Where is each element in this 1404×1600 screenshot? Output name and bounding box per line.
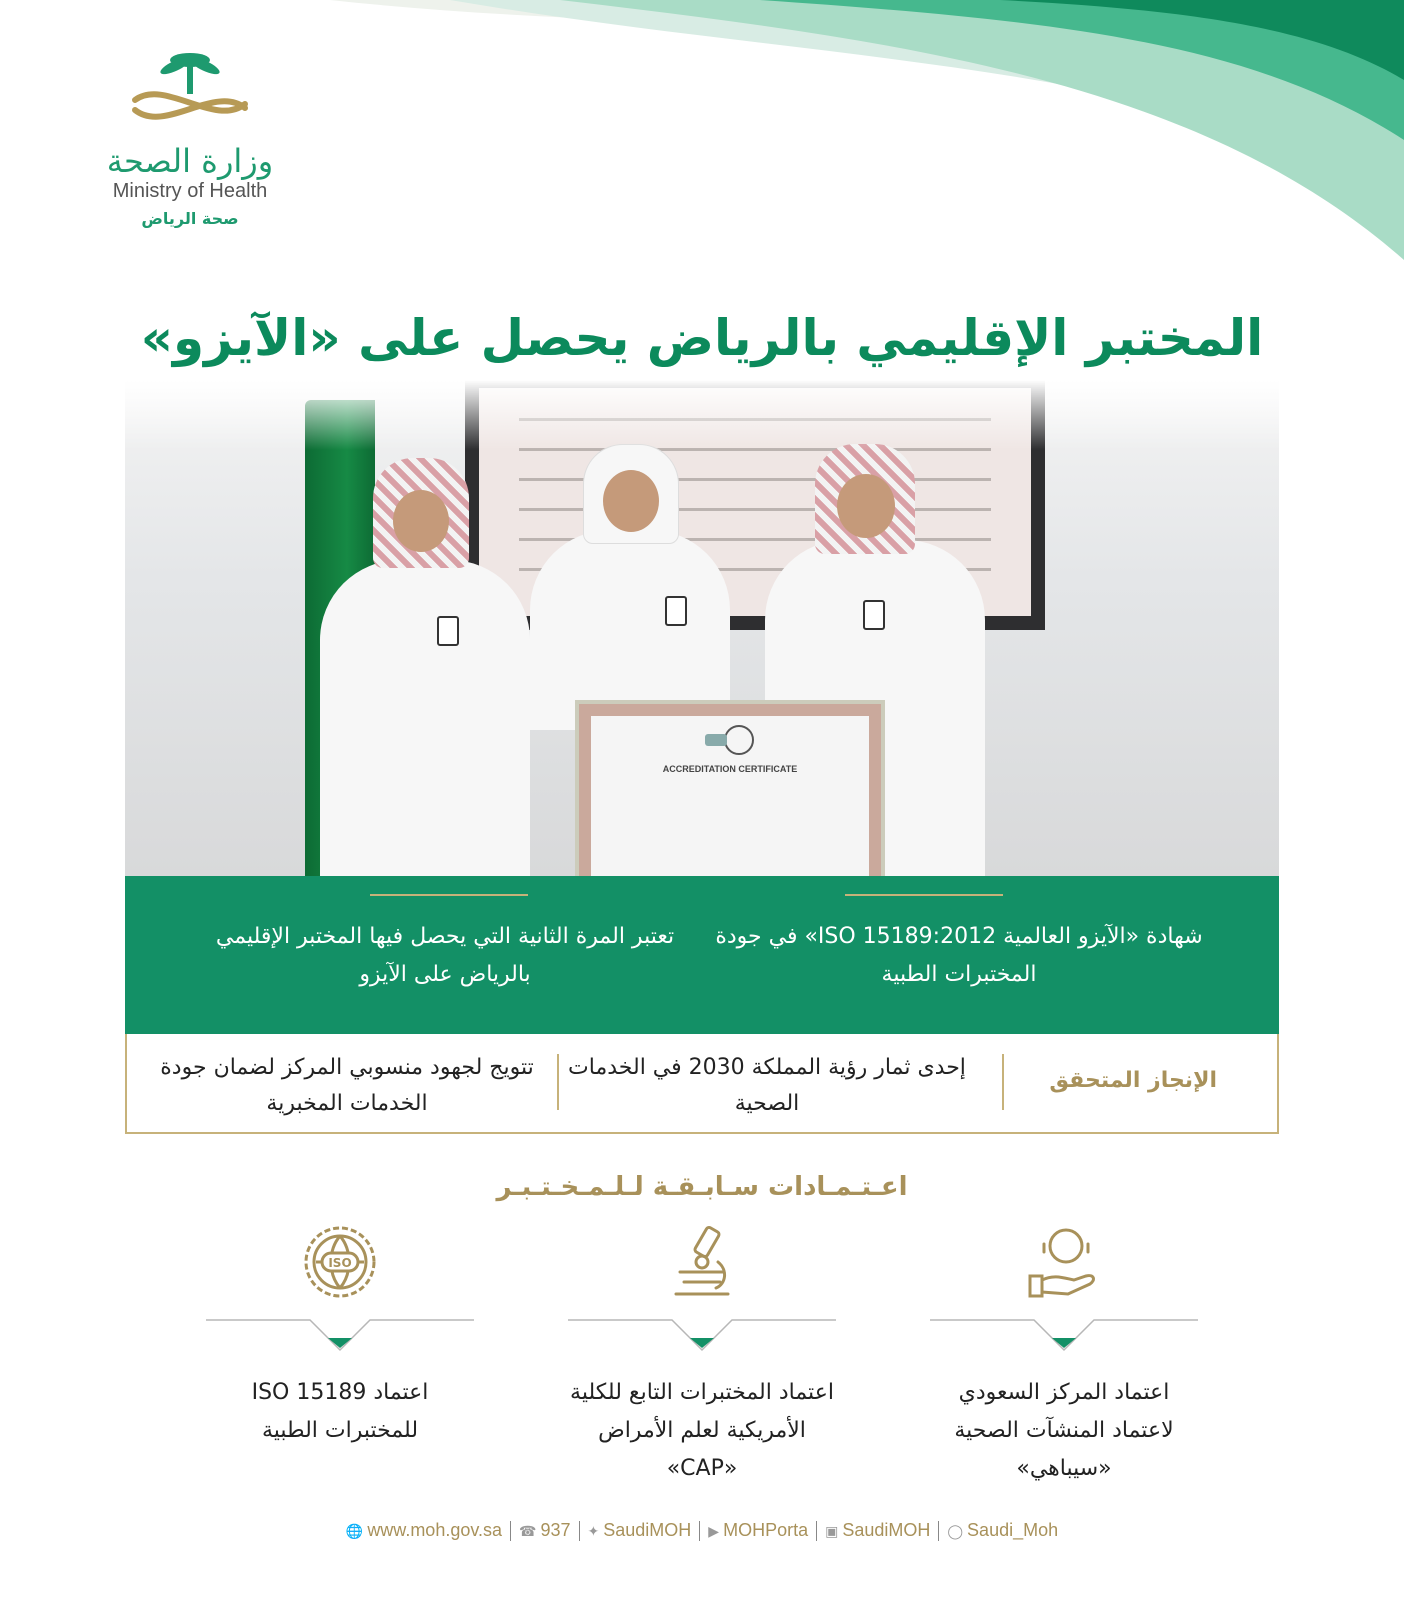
twitter-link[interactable]: ✦ SaudiMOH <box>587 1520 692 1540</box>
divider-line <box>845 894 1003 896</box>
hand-globe-icon <box>1024 1222 1104 1302</box>
credential-text: اعتماد ISO 15189 للمختبرات الطبية <box>251 1380 429 1443</box>
previous-accreditations-heading: اعـتـمـادات سـابـقـة لـلـمـخـتـبـر <box>496 1172 908 1202</box>
person-left <box>320 560 530 876</box>
iso-seal-icon <box>300 1222 380 1302</box>
youtube-icon: ▶ <box>708 1523 720 1539</box>
twitter-icon: ✦ <box>587 1523 600 1539</box>
credential-cap <box>568 1222 836 1488</box>
credential-cbahi <box>930 1222 1198 1488</box>
credential-text: اعتماد المختبرات التابع للكلية الأمريكية لعلم الأمراض «CAP» <box>570 1380 834 1481</box>
achievement-label: الإنجاز المتحقق <box>1049 1068 1217 1093</box>
highlight-iso-certificate: شهادة «الآيزو العالمية ISO 15189:2012» في جودة المختبرات الطبية <box>715 924 1203 987</box>
ceremony-photo <box>125 380 1279 876</box>
logo-arabic-name: وزارة الصحة <box>106 142 274 180</box>
youtube-link[interactable]: ▶ MOHPorta <box>708 1520 809 1540</box>
website-link[interactable]: 🌐 www.moh.gov.sa <box>345 1520 503 1540</box>
achievement-box <box>125 1034 1279 1134</box>
divider-line <box>370 894 528 896</box>
logo-region: صحة الرياض <box>141 209 239 228</box>
facebook-icon: ▣ <box>825 1523 839 1539</box>
certificate-title: ACCREDITATION CERTIFICATE <box>662 764 798 774</box>
logo-english-name: Ministry of Health <box>112 180 268 202</box>
footer-contacts <box>0 1520 1404 1541</box>
highlight-second-time: تعتبر المرة الثانية التي يحصل فيها المختبر الإقليمي بالرياض على الآيزو <box>215 924 675 987</box>
microscope-icon <box>662 1222 742 1302</box>
achievement-vision-2030: إحدى ثمار رؤية المملكة 2030 في الخدمات الصحية <box>568 1055 966 1116</box>
separator <box>557 1054 559 1110</box>
credential-text: اعتماد المركز السعودي لاعتماد المنشآت الصحية «سيباهي» <box>954 1380 1174 1481</box>
separator <box>1002 1054 1004 1110</box>
credential-iso <box>206 1222 474 1450</box>
phone-link[interactable]: ☎ 937 <box>519 1520 571 1540</box>
palm-swords-icon <box>125 48 255 138</box>
phone-icon: ☎ <box>519 1523 537 1539</box>
svg-text:ISO: ISO <box>328 1256 352 1270</box>
highlights-band <box>125 876 1279 1034</box>
gac-logo-icon <box>701 722 761 758</box>
snapchat-link[interactable]: ◯ Saudi_Moh <box>947 1520 1059 1540</box>
page-title: المختبر الإقليمي بالرياض يحصل على «الآيزو» <box>140 309 1264 367</box>
achievement-staff-efforts: تتويج لجهود منسوبي المركز لضمان جودة الخدمات المخبرية <box>160 1055 534 1116</box>
certificate-plaque <box>575 700 885 876</box>
snapchat-icon: ◯ <box>947 1523 964 1539</box>
facebook-link[interactable]: ▣ SaudiMOH <box>825 1520 931 1540</box>
ministry-logo <box>90 48 290 228</box>
globe-icon: 🌐 <box>345 1523 364 1539</box>
